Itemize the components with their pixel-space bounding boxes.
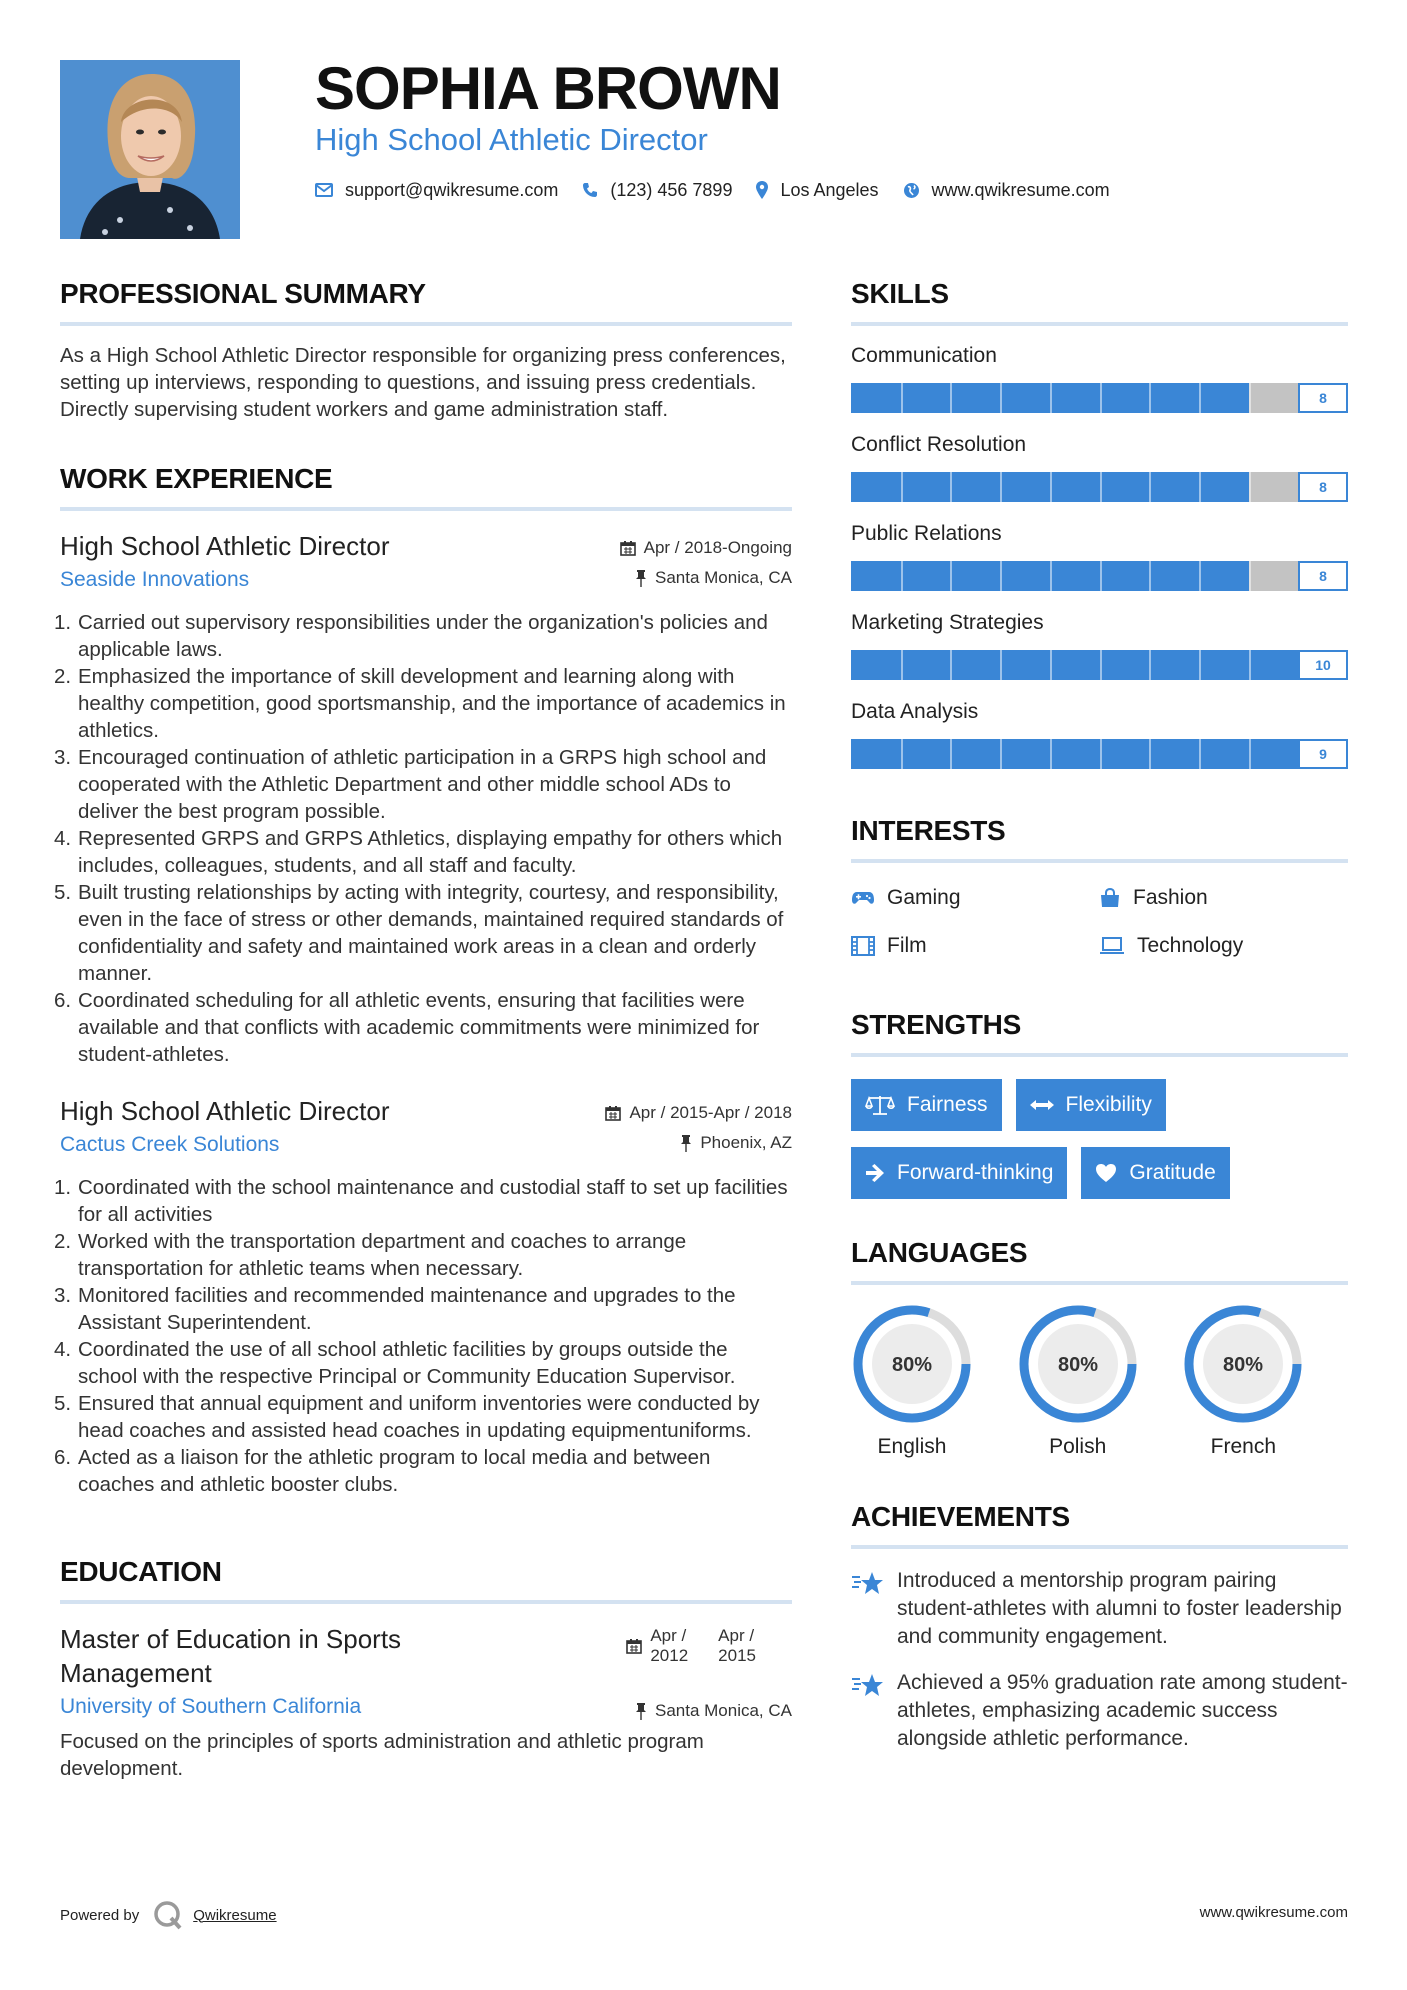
job-bullet: 2. Emphasized the importance of skill development and learning along with healthy competition, good sportsmanship, and the importance of academics in athletics. xyxy=(54,665,786,742)
laptop-icon xyxy=(1099,937,1125,955)
skill-name: Conflict Resolution xyxy=(851,433,1027,456)
skill-bar-segment xyxy=(1050,561,1052,591)
candidate-name: SOPHIA BROWN xyxy=(315,55,781,122)
globe-icon xyxy=(903,182,920,199)
achievement-item: Introduced a mentorship program pairing student-athletes with alumni to foster leadership and community engagement. xyxy=(851,1567,1348,1651)
section-divider xyxy=(851,1281,1348,1285)
skill-bar-segment xyxy=(950,383,952,413)
section-title: ACHIEVEMENTS xyxy=(851,1501,1070,1532)
section-title: STRENGTHS xyxy=(851,1009,1021,1040)
language-name: French xyxy=(1210,1435,1277,1458)
skill-bar-segment xyxy=(1199,472,1201,502)
strengths-section xyxy=(851,1007,1348,1199)
skill-name: Public Relations xyxy=(851,522,1002,545)
skill-bar-segment xyxy=(1249,561,1251,591)
education-location: Santa Monica, CA xyxy=(654,1701,792,1720)
job-bullet: 6. Acted as a liaison for the athletic program to local media and between coaches and athletic booster clubs. xyxy=(54,1446,711,1496)
skill-bar-segment xyxy=(1000,472,1002,502)
skill-bar-segment xyxy=(1249,650,1251,680)
skill-bar-segment xyxy=(1149,383,1151,413)
strength-chip: Gratitude xyxy=(1081,1147,1229,1199)
languages-section xyxy=(851,1235,1348,1459)
skill-bar xyxy=(851,472,1348,502)
language-item xyxy=(1017,1303,1183,1459)
language-percent: 80% xyxy=(1057,1354,1098,1376)
skill-bar-segment xyxy=(1249,472,1251,502)
strengths-list xyxy=(851,1079,1348,1199)
skill-bar-segment xyxy=(1050,739,1052,769)
pushpin-icon xyxy=(635,1703,647,1720)
contact-email[interactable] xyxy=(315,180,558,201)
candidate-role: High School Athletic Director xyxy=(315,122,708,157)
section-divider xyxy=(851,322,1348,326)
contact-location xyxy=(756,180,878,201)
job-company: Cactus Creek Solutions xyxy=(60,1133,280,1156)
pushpin-icon xyxy=(635,570,647,587)
website-text: www.qwikresume.com xyxy=(931,179,1110,200)
interest-item: Fashion xyxy=(1099,881,1347,915)
contact-website[interactable] xyxy=(903,180,1110,201)
language-ring xyxy=(1017,1303,1139,1425)
section-divider xyxy=(60,507,792,511)
job-title: High School Athletic Director xyxy=(60,531,390,561)
section-divider xyxy=(60,1600,792,1604)
heart-icon xyxy=(1095,1163,1117,1183)
skill-bar-segment xyxy=(901,383,903,413)
interests-grid xyxy=(851,881,1348,963)
section-title: INTERESTS xyxy=(851,815,1006,846)
summary-section xyxy=(60,276,792,423)
language-item xyxy=(1182,1303,1348,1459)
brand-link[interactable]: Qwikresume xyxy=(193,1906,277,1924)
envelope-icon xyxy=(315,183,333,197)
job-bullets xyxy=(54,1174,792,1498)
language-percent: 80% xyxy=(1223,1354,1264,1376)
calendar-icon xyxy=(620,540,636,556)
interest-item: Gaming xyxy=(851,881,1099,915)
skill-bar xyxy=(851,739,1348,769)
job-bullet: 5. Built trusting relationships by acting with integrity, courtesy, and responsibility, even in the face of stress or other demands, maintained required standards of confidentiality and safety and maintained work areas in a clean and orderly manner. xyxy=(54,881,784,985)
arrows-horizontal-icon xyxy=(1030,1099,1054,1111)
skill-bar xyxy=(851,383,1348,413)
powered-by-label: Powered by xyxy=(60,1906,140,1924)
skill-bar xyxy=(851,650,1348,680)
language-name: Polish xyxy=(1049,1435,1107,1458)
skill-bar-segment xyxy=(1000,383,1002,413)
interest-item: Film xyxy=(851,929,1099,963)
job-bullet: 4. Coordinated the use of all school athletic facilities by groups outside the school with the respective Principal or Community Education Supervisor. xyxy=(54,1338,736,1388)
summary-text: As a High School Athletic Director responsible for organizing press conferences, setting up interviews, responding to questions, and issuing press credentials. Directly supervising student workers and game administration staff. xyxy=(60,344,786,421)
skill-bar-segment xyxy=(1100,383,1102,413)
skill-score: 8 xyxy=(1298,561,1348,591)
section-title: WORK EXPERIENCE xyxy=(60,463,333,494)
job-bullets xyxy=(54,609,792,1068)
skill-score: 9 xyxy=(1298,739,1348,769)
section-divider xyxy=(851,1053,1348,1057)
location-text: Los Angeles xyxy=(780,179,879,200)
skill-item xyxy=(851,609,1348,680)
skills-section xyxy=(851,276,1348,769)
skill-bar-segment xyxy=(1100,561,1102,591)
interests-section xyxy=(851,813,1348,963)
section-title: LANGUAGES xyxy=(851,1237,1028,1268)
skill-bar xyxy=(851,561,1348,591)
skill-bar-segment xyxy=(901,561,903,591)
skill-bar-segment xyxy=(1199,383,1201,413)
profile-photo xyxy=(60,60,240,239)
strength-chip: Forward-thinking xyxy=(851,1147,1067,1199)
contact-bar xyxy=(315,177,1134,203)
shooting-star-icon xyxy=(851,1569,885,1597)
languages-list xyxy=(851,1303,1348,1459)
section-divider xyxy=(60,322,792,326)
skill-bar-segment xyxy=(950,739,952,769)
skill-bar-segment xyxy=(1050,650,1052,680)
skill-bar-segment xyxy=(1149,739,1151,769)
skill-bar-segment xyxy=(1199,650,1201,680)
job-bullet: 3. Encouraged continuation of athletic participation in a GRPS high school and cooperated with the Athletic Department and other middle school ADs to deliver the best program possible. xyxy=(54,746,767,823)
shooting-star-icon xyxy=(851,1671,885,1699)
skill-bar-segment xyxy=(1249,739,1251,769)
job-meta xyxy=(620,533,792,593)
skill-score: 8 xyxy=(1298,383,1348,413)
left-column xyxy=(54,276,792,1782)
footer-website[interactable]: www.qwikresume.com xyxy=(1199,1904,1348,1921)
skill-name: Marketing Strategies xyxy=(851,611,1044,634)
school-name: University of Southern California xyxy=(60,1695,362,1718)
skill-bar-segment xyxy=(1050,472,1052,502)
job-entry xyxy=(54,1094,792,1498)
job-bullet: 1. Carried out supervisory responsibilities under the organization's policies and applicable laws. xyxy=(54,611,768,661)
skill-score: 8 xyxy=(1298,472,1348,502)
end-date: Apr / 2015 xyxy=(718,1626,756,1665)
skill-bar-segment xyxy=(901,472,903,502)
job-bullet: 2. Worked with the transportation department and coaches to arrange transportation for athletic teams when necessary. xyxy=(54,1230,687,1280)
job-entry xyxy=(54,529,792,1068)
skill-bar-segment xyxy=(1000,561,1002,591)
degree-line: Master of Education in Sports xyxy=(60,1624,402,1654)
gamepad-icon xyxy=(851,890,875,906)
qwikresume-logo-icon xyxy=(153,1900,183,1930)
skill-bar-segment xyxy=(1000,739,1002,769)
skill-bar-segment xyxy=(950,561,952,591)
job-company: Seaside Innovations xyxy=(60,568,250,591)
skill-bar-segment xyxy=(901,739,903,769)
skill-bar-segment xyxy=(1100,472,1102,502)
language-percent: 80% xyxy=(891,1354,933,1376)
contact-phone[interactable] xyxy=(582,180,732,201)
skill-bar-fill xyxy=(851,739,1298,769)
start-date: Apr / 2012 xyxy=(650,1626,689,1665)
skill-bar-segment xyxy=(1149,650,1151,680)
job-bullet: 6. Coordinated scheduling for all athletic events, ensuring that facilities were available and that conflicts with academic commitments were minimized for student-athletes. xyxy=(54,989,760,1066)
job-bullet: 5. Ensured that annual equipment and uniform inventories were conducted by head coaches and assisted head coaches in updating equipmentuniforms. xyxy=(54,1392,760,1442)
shopping-bag-icon xyxy=(1099,888,1121,908)
degree-line: Management xyxy=(60,1658,212,1688)
film-icon xyxy=(851,936,875,956)
language-name: English xyxy=(877,1435,947,1458)
job-dates: Apr / 2018-Ongoing xyxy=(643,538,792,557)
section-title: SKILLS xyxy=(851,278,949,309)
skill-name: Communication xyxy=(851,344,997,367)
job-bullet: 3. Monitored facilities and recommended maintenance and upgrades to the Assistant Superintendent. xyxy=(54,1284,736,1334)
skill-bar-segment xyxy=(901,650,903,680)
skill-item xyxy=(851,431,1348,502)
interest-item: Technology xyxy=(1099,929,1347,963)
skill-bar-segment xyxy=(1050,383,1052,413)
job-bullet: 4. Represented GRPS and GRPS Athletics, displaying empathy for others which includes, colleagues, students, and all staff and faculty. xyxy=(54,827,783,877)
email-text: support@qwikresume.com xyxy=(345,179,559,200)
skill-bar-segment xyxy=(950,650,952,680)
skill-bar-segment xyxy=(1149,472,1151,502)
pushpin-icon xyxy=(680,1135,692,1152)
calendar-icon xyxy=(626,1638,642,1654)
skill-bar-segment xyxy=(1000,650,1002,680)
education-meta xyxy=(626,1626,792,1726)
skill-bar-segment xyxy=(1199,739,1201,769)
balance-scale-icon xyxy=(865,1094,895,1116)
strength-chip: Flexibility xyxy=(1016,1079,1166,1131)
experience-section xyxy=(54,461,792,1498)
achievement-item: Achieved a 95% graduation rate among student-athletes, emphasizing academic success alongside athletic performance. xyxy=(851,1669,1348,1753)
map-marker-icon xyxy=(756,181,768,199)
language-item xyxy=(851,1303,1017,1459)
job-meta xyxy=(605,1098,792,1158)
calendar-icon xyxy=(605,1105,621,1121)
phone-text: (123) 456 7899 xyxy=(610,179,733,200)
skills-list xyxy=(851,342,1348,769)
skill-name: Data Analysis xyxy=(851,700,979,723)
skill-bar-segment xyxy=(1199,561,1201,591)
achievements-section xyxy=(851,1499,1348,1753)
skill-bar-segment xyxy=(1149,561,1151,591)
skill-item xyxy=(851,342,1348,413)
skill-item xyxy=(851,520,1348,591)
arrow-right-icon xyxy=(865,1164,885,1182)
language-ring xyxy=(1182,1303,1304,1425)
skill-bar-segment xyxy=(1249,383,1251,413)
job-location: Santa Monica, CA xyxy=(654,568,792,587)
job-dates: Apr / 2015-Apr / 2018 xyxy=(629,1103,792,1122)
skill-item xyxy=(851,698,1348,769)
section-divider xyxy=(851,859,1348,863)
skill-bar-segment xyxy=(950,472,952,502)
section-title: PROFESSIONAL SUMMARY xyxy=(60,278,426,309)
language-ring xyxy=(851,1303,973,1425)
education-description: Focused on the principles of sports administration and athletic program development. xyxy=(60,1730,704,1780)
skill-bar-segment xyxy=(1100,650,1102,680)
strength-chip: Fairness xyxy=(851,1079,1002,1131)
right-column xyxy=(851,276,1348,1753)
phone-icon xyxy=(582,182,598,198)
job-title: High School Athletic Director xyxy=(60,1096,390,1126)
skill-bar-segment xyxy=(1100,739,1102,769)
skill-score: 10 xyxy=(1298,650,1348,680)
footer-powered-by xyxy=(60,1900,277,1930)
education-section xyxy=(60,1554,792,1782)
job-bullet: 1. Coordinated with the school maintenance and custodial staff to set up facilities for all activities xyxy=(54,1176,788,1226)
job-location: Phoenix, AZ xyxy=(700,1133,792,1152)
section-divider xyxy=(851,1545,1348,1549)
section-title: EDUCATION xyxy=(60,1556,222,1587)
education-entry xyxy=(60,1622,792,1782)
